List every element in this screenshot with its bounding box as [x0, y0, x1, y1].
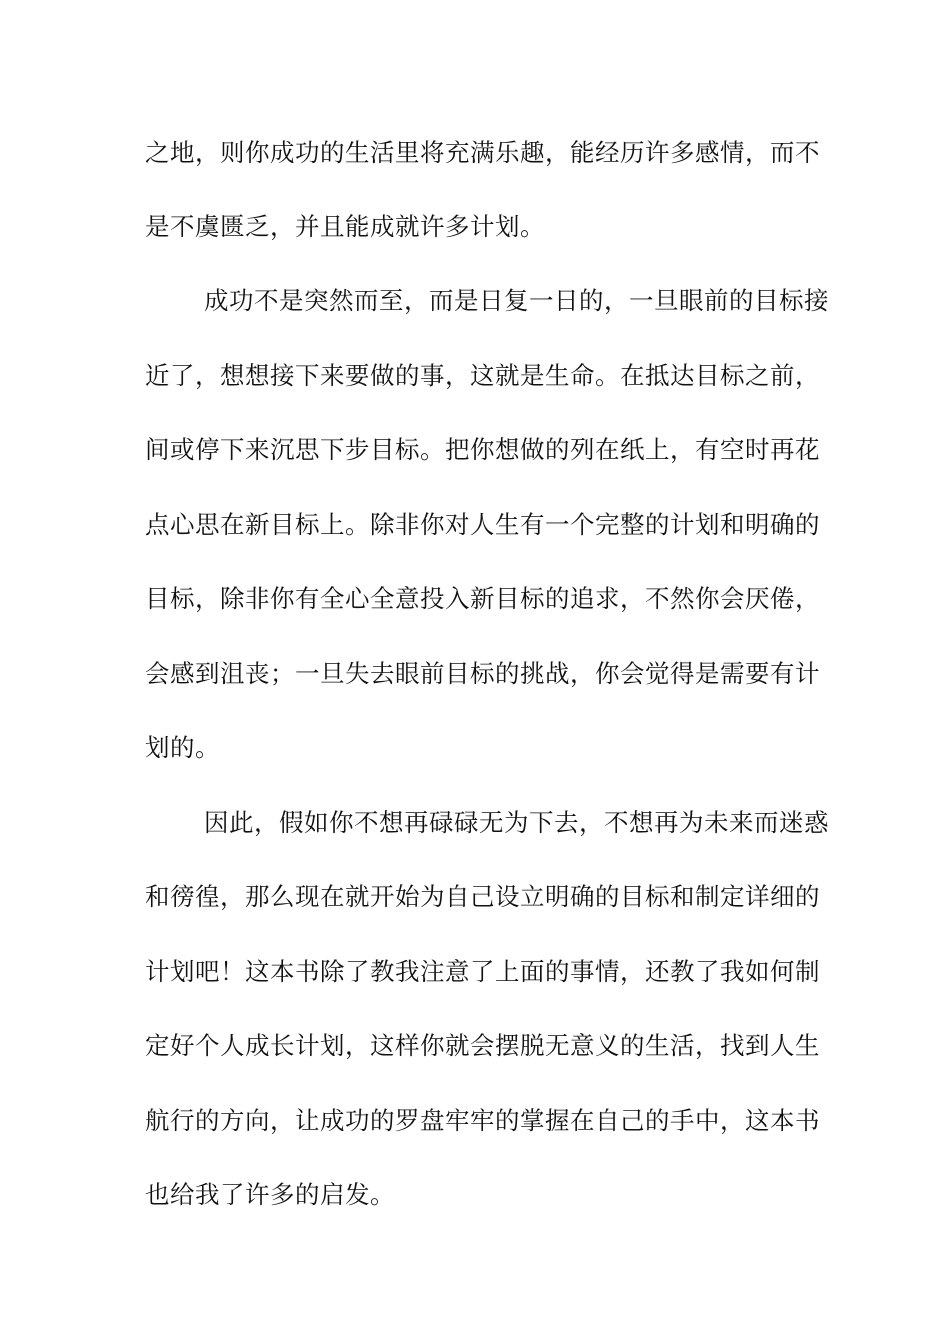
text-line: 因此，假如你不想再碌碌无为下去，不想再为未来而迷惑: [204, 808, 829, 837]
text-line: 定好个人成长计划，这样你就会摆脱无意义的生活，找到人生: [145, 1031, 820, 1060]
text-line: 近了，想想接下来要做的事，这就是生命。在抵达目标之前，: [145, 361, 820, 390]
text-line: 航行的方向，让成功的罗盘牢牢的掌握在自己的手中，这本书: [145, 1106, 820, 1135]
text-line: 之地，则你成功的生活里将充满乐趣，能经历许多感情，而不: [145, 138, 820, 167]
text-line: 成功不是突然而至，而是日复一日的，一旦眼前的目标接: [204, 286, 829, 315]
text-line: 点心思在新目标上。除非你对人生有一个完整的计划和明确的: [145, 510, 820, 539]
text-line: 和徬徨，那么现在就开始为自己设立明确的目标和制定详细的: [145, 882, 820, 911]
text-line: 是不虞匮乏，并且能成就许多计划。: [145, 212, 545, 241]
text-line: 也给我了许多的启发。: [145, 1180, 395, 1209]
text-line: 目标，除非你有全心全意投入新目标的追求，不然你会厌倦，: [145, 584, 820, 613]
text-line: 计划吧！这本书除了教我注意了上面的事情，还教了我如何制: [145, 957, 820, 986]
text-line: 间或停下来沉思下步目标。把你想做的列在纸上，有空时再花: [145, 435, 820, 464]
text-line: 划的。: [145, 733, 220, 762]
text-line: 会感到沮丧；一旦失去眼前目标的挑战，你会觉得是需要有计: [145, 659, 820, 688]
